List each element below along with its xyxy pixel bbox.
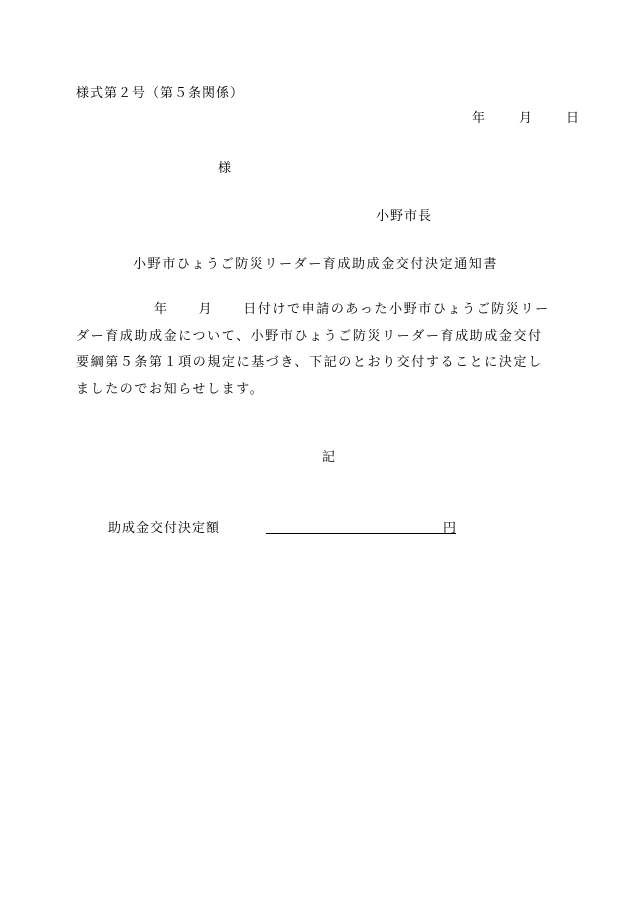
form-number: 様式第２号（第５条関係） bbox=[76, 86, 245, 101]
body-month: 月 bbox=[198, 302, 214, 317]
document-title: 小野市ひょうご防災リーダー育成助成金交付決定通知書 bbox=[133, 257, 499, 272]
body-text bbox=[76, 297, 584, 403]
amount-unit: 円 bbox=[442, 521, 456, 536]
body-line-4: ましたのでお知らせします。 bbox=[76, 381, 265, 397]
issuer: 小野市長 bbox=[376, 209, 433, 224]
body-line-3: 要綱第５条第１項の規定に基づき、下記のとおり交付することに決定し bbox=[76, 355, 543, 370]
body-year: 年 bbox=[154, 302, 169, 317]
amount-label: 助成金交付決定額 bbox=[108, 521, 221, 536]
amount-field bbox=[266, 517, 456, 534]
body-line-1-rest: 日付けで申請のあった小野市ひょうご防災リー bbox=[243, 302, 550, 317]
date-day: 日 bbox=[566, 111, 580, 126]
body-line-1 bbox=[76, 297, 584, 324]
body-line-2: ダー育成助成金について、小野市ひょうご防災リーダー育成助成金交付 bbox=[76, 328, 543, 344]
date-year: 年 bbox=[472, 111, 486, 126]
date-month: 月 bbox=[519, 111, 533, 126]
addressee-suffix: 様 bbox=[218, 161, 232, 176]
date-line bbox=[472, 107, 579, 126]
ki-heading: 記 bbox=[322, 450, 336, 465]
